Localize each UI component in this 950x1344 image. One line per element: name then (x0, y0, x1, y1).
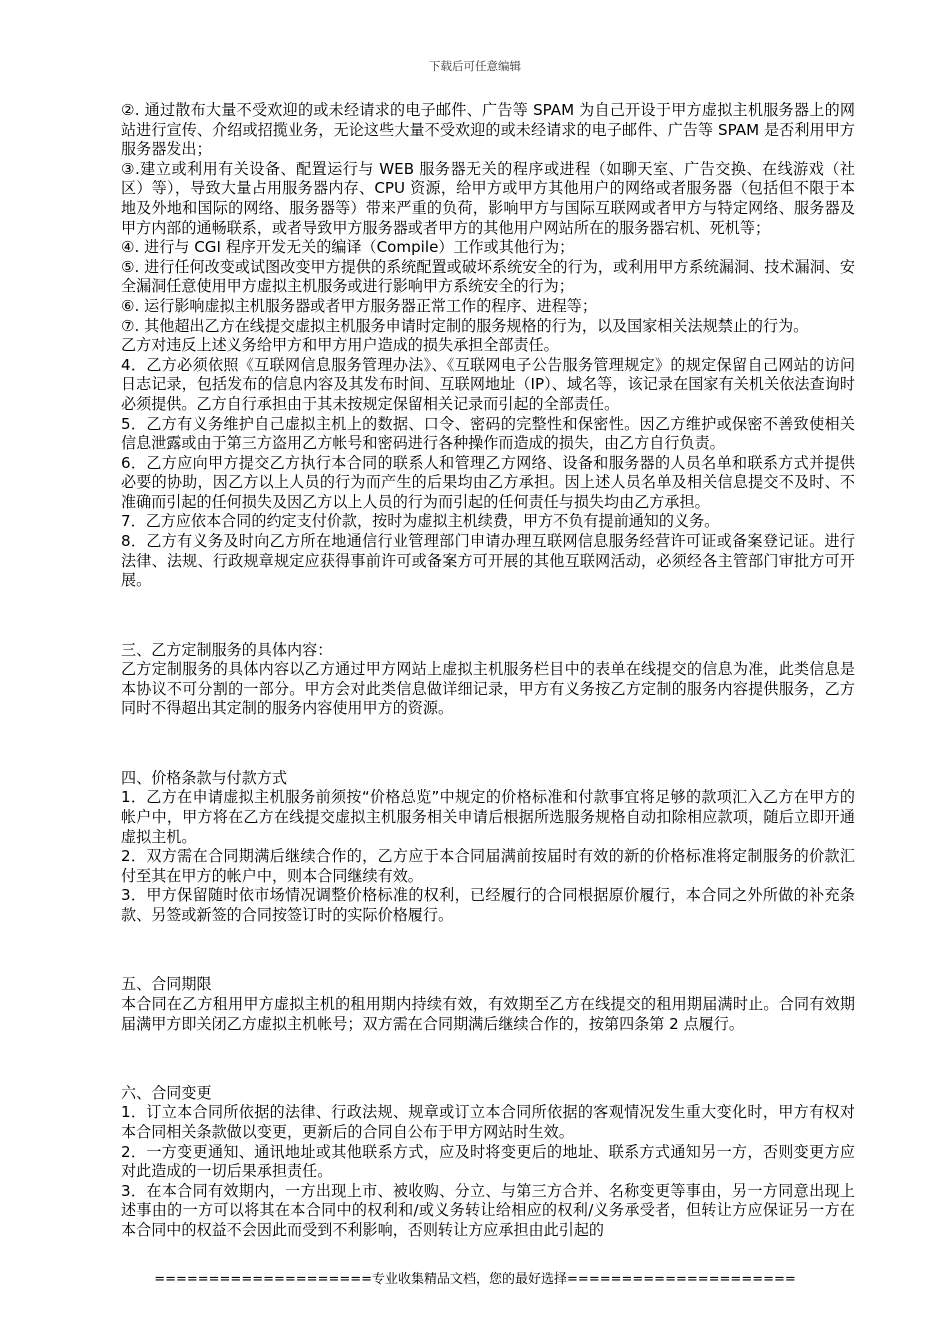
blank-line (121, 941, 855, 961)
blank-line (121, 1049, 855, 1069)
paragraph: ③.建立或利用有关设备、配置运行与 WEB 服务器无关的程序或进程（如聊天室、广告交换、在线游戏（社区）等），导致大量占用服务器内存、CPU 资源，给甲方或甲方其他用户的网络或者服务器（包括但不限于本地及外地和国际的网络、服务器等）带来严重的负荷，影响甲方与国际互联网或者甲方与特定网络、服务器及甲方内部的通畅联系，或者导致甲方服务器或者甲方的其他用户网站所在的服务器宕机、死机等； (121, 159, 855, 237)
paragraph: 8．乙方有义务及时向乙方所在地通信行业管理部门申请办理互联网信息服务经营许可证或备案登记证。进行法律、法规、行政规章规定应获得事前许可或备案方可开展的其他互联网活动，必须经各主管部门审批方可开展。 (121, 532, 855, 590)
paragraph: 3．在本合同有效期内，一方出现上市、被收购、分立、与第三方合并、名称变更等事由，另一方同意出现上述事由的一方可以将其在本合同中的权利和/或义务转让给相应的权利/义务承受者，但转让方应保证另一方在本合同中的权益不会因此而受到不利影响，否则转让方应承担由此引起的 (121, 1181, 855, 1240)
paragraph: 5．乙方有义务维护自己虚拟主机上的数据、口令、密码的完整性和保密性。因乙方维护或保密不善致使相关信息泄露或由于第三方盗用乙方帐号和密码进行各种操作而造成的损失，由乙方自行负责。 (121, 414, 855, 453)
paragraph: 六、合同变更 (121, 1083, 212, 1102)
paragraph: ④. 进行与 CGI 程序开发无关的编译（Compile）工作或其他行为； (121, 238, 575, 257)
paragraph: 4．乙方必须依照《互联网信息服务管理办法》、《互联网电子公告服务管理规定》的规定保留自己网站的访问日志记录，包括发布的信息内容及其发布时间、互联网地址（IP）、域名等，该记录在国家有关机关依法查询时必须提供。乙方自行承担由于其未按规定保留相关记录而引起的全部责任。 (121, 355, 855, 413)
paragraph: ②. 通过散布大量不受欢迎的或未经请求的电子邮件、广告等 SPAM 为自己开设于甲方虚拟主机服务器上的网站进行宣传、介绍或招揽业务，无论这些大量不受欢迎的或未经请求的电子邮件、广告等 SPAM 是否利用甲方服务器发出； (121, 101, 855, 159)
paragraph: 乙方对违反上述义务给甲方和甲方用户造成的损失承担全部责任。 (121, 336, 559, 355)
paragraph: 2．一方变更通知、通讯地址或其他联系方式，应及时将变更后的地址、联系方式通知另一方，否则变更方应对此造成的一切后果承担责任。 (121, 1142, 855, 1181)
paragraph: 6．乙方应向甲方提交乙方执行本合同的联系人和管理乙方网络、设备和服务器的人员名单和联系方式并提供必要的协助，因乙方以上人员的行为而产生的后果均由乙方承担。因上述人员名单及相关信息提交不及时、不准确而引起的任何损失及因乙方以上人员的行为而引起的任何责任与损失均由乙方承担。 (121, 453, 855, 511)
page-header: 下载后可任意编辑 (429, 59, 521, 73)
paragraph: 五、合同期限 (121, 975, 212, 994)
document-body (121, 101, 855, 1241)
paragraph: 3．甲方保留随时依市场情况调整价格标准的权利，已经履行的合同根据原价履行，本合同之外所做的补充条款、另签或新签的合同按签订时的实际价格履行。 (121, 886, 855, 924)
paragraph: 本合同在乙方租用甲方虚拟主机的租用期内持续有效，有效期至乙方在线提交的租用期届满时止。合同有效期届满甲方即关闭乙方虚拟主机帐号；双方需在合同期满后继续合作的，按第四条第 2 点履行。 (121, 994, 855, 1033)
paragraph: 四、价格条款与付款方式 (121, 768, 288, 787)
blank-line (121, 734, 855, 754)
blank-line (121, 606, 855, 626)
paragraph: ⑥. 运行影响虚拟主机服务器或者甲方服务器正常工作的程序、进程等； (121, 296, 597, 315)
paragraph: 7．乙方应依本合同的约定支付价款，按时为虚拟主机续费，甲方不负有提前通知的义务。 (121, 512, 720, 531)
paragraph: ⑦. 其他超出乙方在线提交虚拟主机服务申请时定制的服务规格的行为，以及国家相关法规禁止的行为。 (121, 316, 809, 335)
paragraph: 乙方定制服务的具体内容以乙方通过甲方网站上虚拟主机服务栏目中的表单在线提交的信息为准，此类信息是本协议不可分割的一部分。甲方会对此类信息做详细记录，甲方有义务按乙方定制的服务内容提供服务，乙方同时不得超出其定制的服务内容使用甲方的资源。 (121, 660, 855, 718)
paragraph: 1．乙方在申请虚拟主机服务前须按“价格总览”中规定的价格标准和付款事宜将足够的款项汇入乙方在甲方的帐户中，甲方将在乙方在线提交虚拟主机服务相关申请后根据所选服务规格自动扣除相应款项，随后立即开通虚拟主机。 (121, 788, 855, 846)
page-footer: ====================专业收集精品文档，您的最好选择===================== (154, 1272, 796, 1287)
paragraph: 三、乙方定制服务的具体内容： (121, 640, 333, 659)
paragraph: 1．订立本合同所依据的法律、行政法规、规章或订立本合同所依据的客观情况发生重大变化时，甲方有权对本合同相关条款做以变更，更新后的合同自公布于甲方网站时生效。 (121, 1103, 855, 1142)
paragraph: 2．双方需在合同期满后继续合作的，乙方应于本合同届满前按届时有效的新的价格标准将定制服务的价款汇付至其在甲方的帐户中，则本合同继续有效。 (121, 847, 855, 885)
paragraph: ⑤. 进行任何改变或试图改变甲方提供的系统配置或破坏系统安全的行为，或利用甲方系统漏洞、技术漏洞、安全漏洞任意使用甲方虚拟主机服务或进行影响甲方系统安全的行为； (121, 257, 855, 296)
